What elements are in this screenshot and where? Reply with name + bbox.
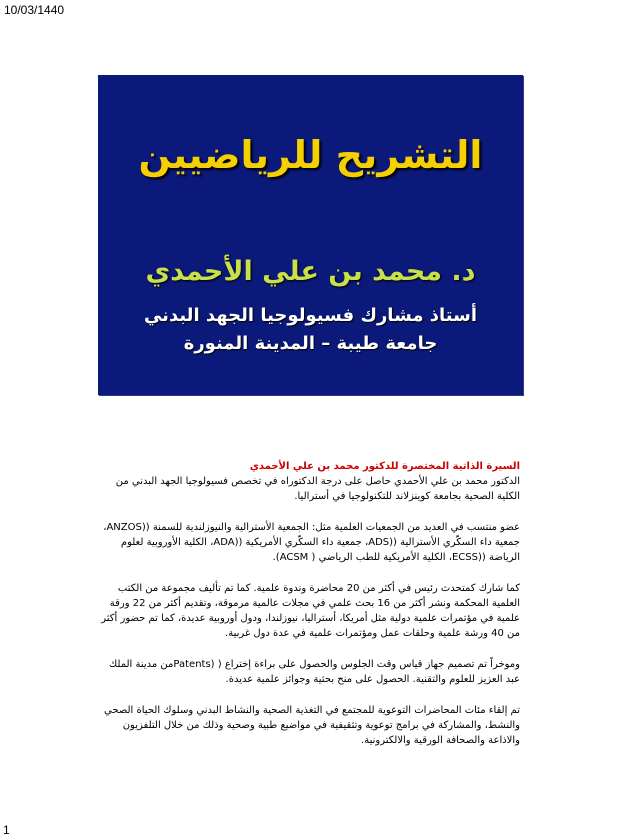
slide-author: د. محمد بن علي الأحمدي [145, 256, 476, 287]
bio-paragraph: الدكتور محمد بن علي الأحمدي حاصل على درجة الدكتوراه في تخصص فسيولوجيا الجهد البدني من الكلية الصحية بجامعة كوينزلاند للتكنولوجيا في أستراليا. [115, 476, 520, 502]
page-number: 1 [3, 823, 10, 837]
bio-paragraph: كما شارك كمتحدث رئيس في أكثر من 20 محاضرة وندوة علمية. كما تم تأليف مجموعة من الكتب العلمية المحكمة ونشر أكثر من 16 بحث علمي في مجلات عالمية مرموقة، وتقديم أكثر من 22 ورقة علمية في مؤتمرات علمية دولية مثل أمريكا، أستراليا، نيوزلندا، ودول أوروبية عديدة، كما تم حضور أكثر من 40 ورشة علمية وحلقات عمل ومؤتمرات علمية في عدة دول غربية. [101, 583, 520, 639]
header-date: 10/03/1440 [4, 3, 65, 17]
slide-position: أستاذ مشارك فسيولوجيا الجهد البدني [143, 305, 478, 326]
bio-heading: السيرة الذاتية المختصرة للدكتور محمد بن علي الأحمدي [249, 461, 520, 472]
biography-notes [100, 459, 520, 764]
bio-paragraph: عضو منتسب في العديد من الجمعيات العلمية مثل: الجمعية الأسترالية والنيوزلندية للسمنة ((ANZOS، جمعية داء السكّري الأسترالية ((ADS، جمعية داء السكّري الأمريكية ((ADA، الكلية الأوروبية لعلوم الرياضة ((ECSS، الكلية الأمريكية للطب الرياضي ( ACSM). [103, 522, 520, 563]
bio-paragraph: تم إلقاء مئات المحاضرات التوعوية للمجتمع في التغذية الصحية والنشاط البدني وسلوك الحياة الصحي والنشط، والمشاركة في برامج توعوية وتثقيفية في مواضيع طبية وصحية وذلك من خلال التلفزيون والاذاعة والصحافة الورقية والالكترونية. [104, 705, 520, 746]
slide-institution: جامعة طيبة – المدينة المنورة [183, 333, 438, 354]
bio-paragraph: وموخراً تم تصميم جهاز قياس وقت الجلوس والحصول على براءة إختراع ( (Patentsمن مدينة الملك عبد العزيز للعلوم والتقنية. الحصول على منح بحثية وجوائز علمية عديدة. [108, 659, 520, 685]
slide-thumbnail [98, 75, 523, 395]
slide-title: التشريح للرياضيين [138, 133, 483, 177]
